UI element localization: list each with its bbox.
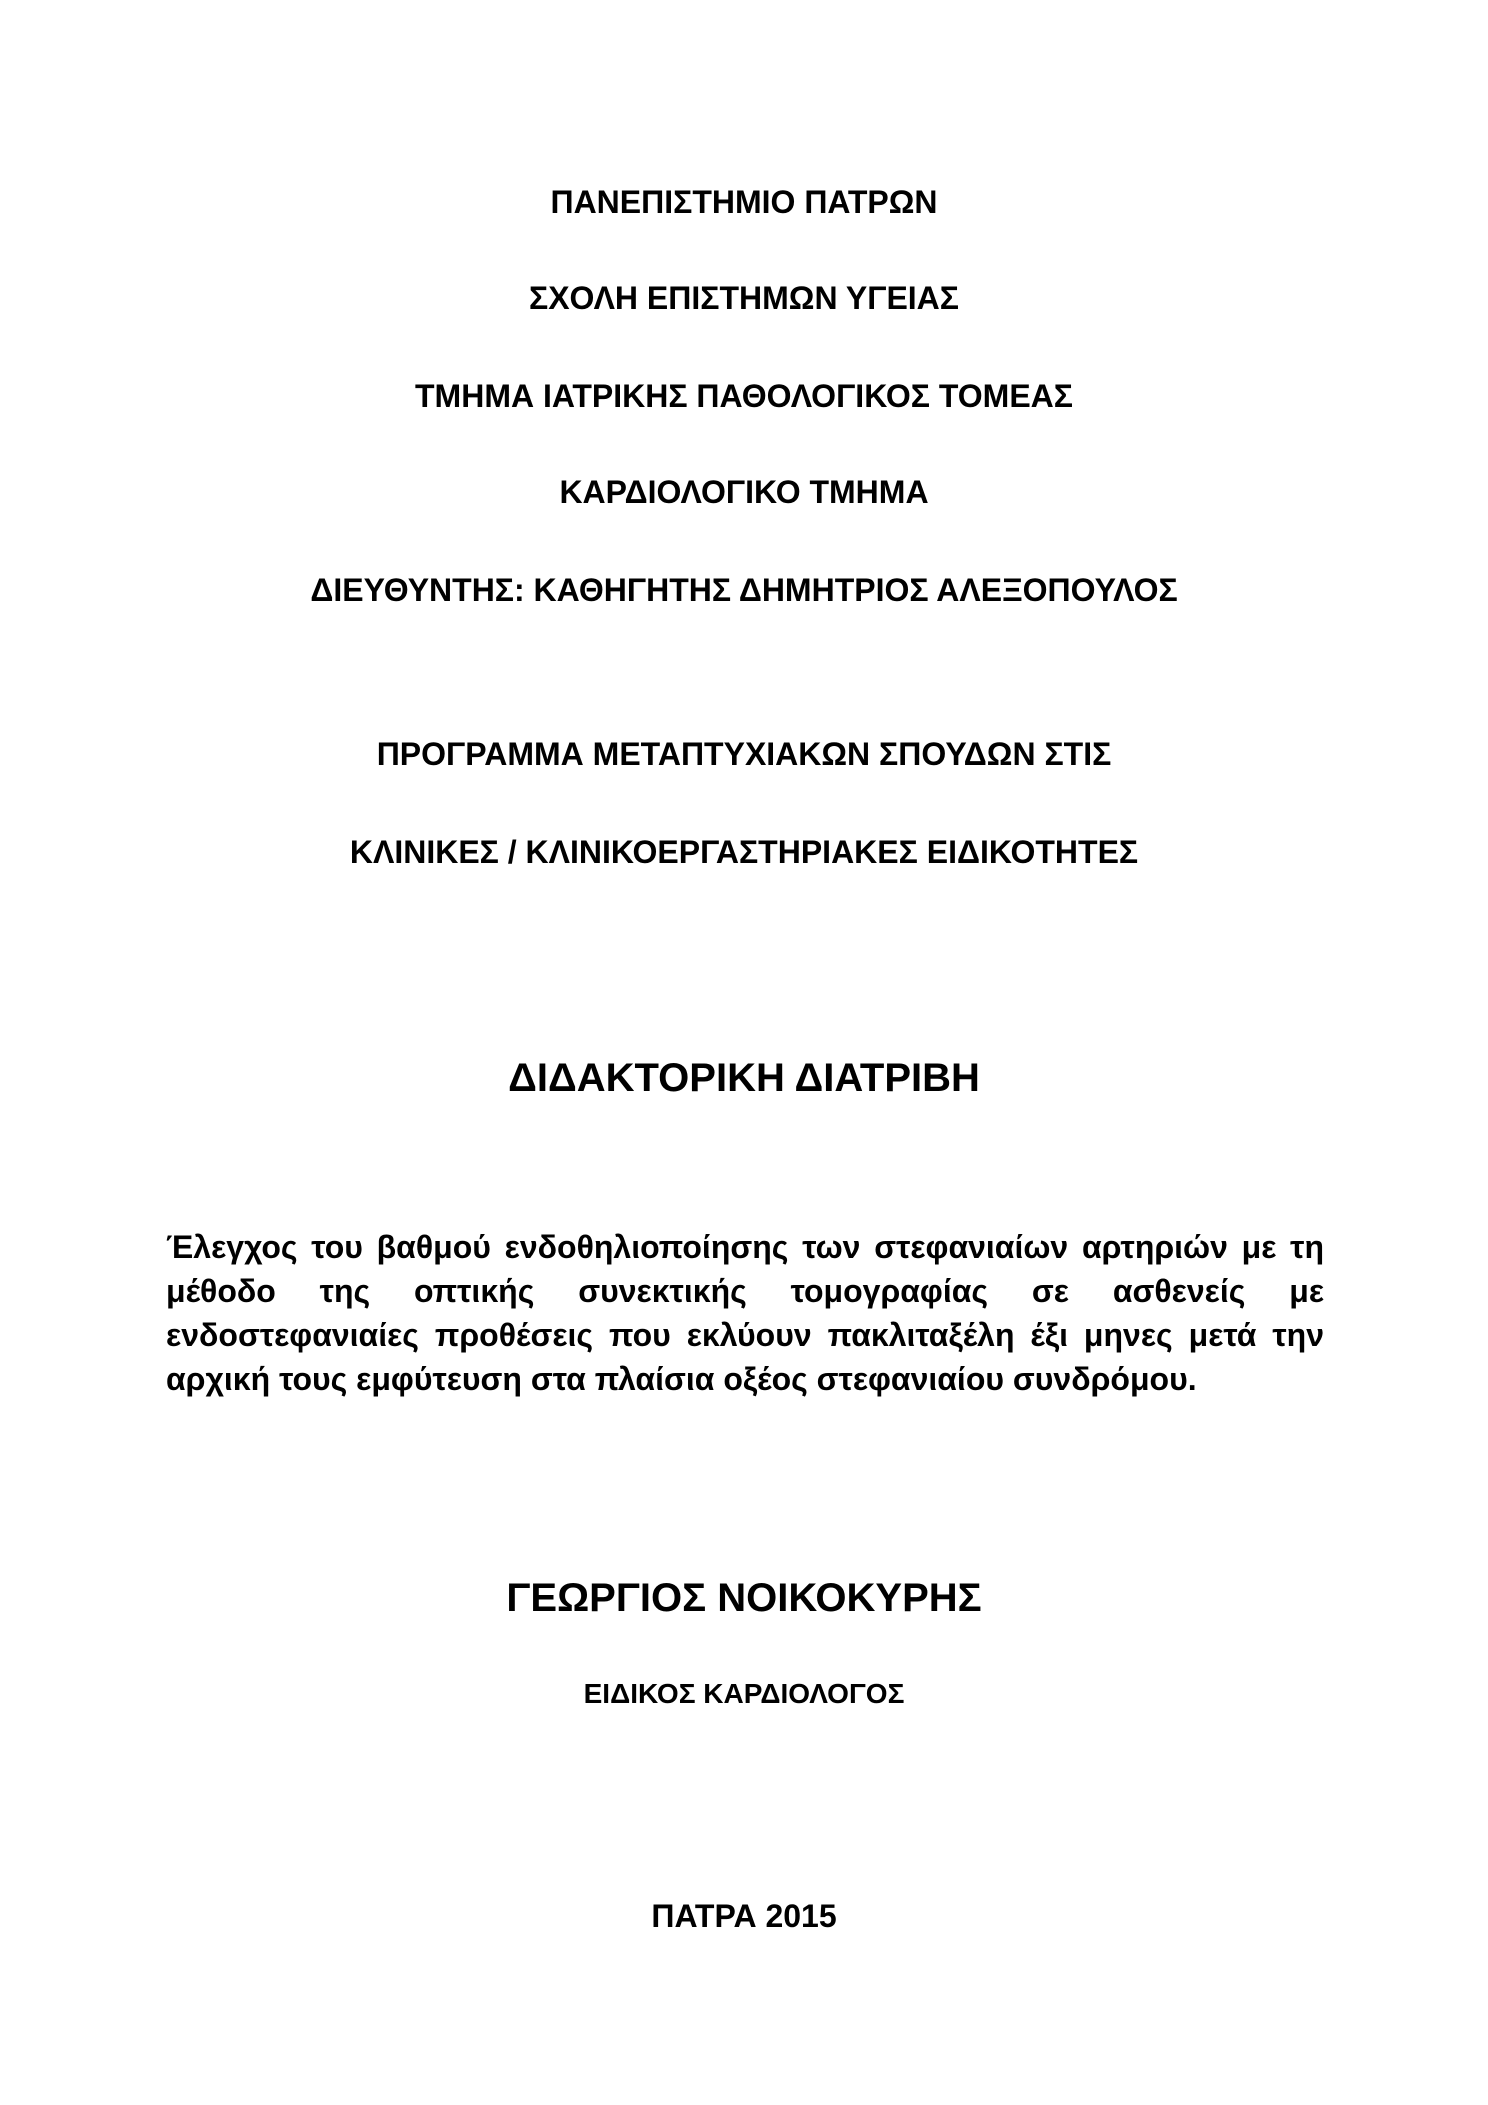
program-line-2: ΚΛΙΝΙΚΕΣ / ΚΛΙΝΙΚΟΕΡΓΑΣΤΗΡΙΑΚΕΣ ΕΙΔΙΚΟΤΗΤΕΣ <box>349 834 1139 870</box>
thesis-title: Έλεγχος του βαθμού ενδοθηλιοποίησης των στεφανιαίων αρτηριών με τη μέθοδο της οπτικής συνεκτικής τομογραφίας σε ασθενείς με ενδοστεφανιαίες προθέσεις που εκλύουν πακλιταξέλη έξι μηνες μετά την αρχική τους εμφύτευση στα πλαίσια οξέος στεφανιαίου συνδρόμου. <box>166 1229 1324 1397</box>
school-name: ΣΧΟΛΗ ΕΠΙΣΤΗΜΩΝ ΥΓΕΙΑΣ <box>529 280 959 316</box>
department-name: ΤΜΗΜΑ ΙΑΤΡΙΚΗΣ ΠΑΘΟΛΟΓΙΚΟΣ ΤΟΜΕΑΣ <box>415 378 1073 414</box>
program-line-1: ΠΡΟΓΡΑΜΜΑ ΜΕΤΑΠΤΥΧΙΑΚΩΝ ΣΠΟΥΔΩΝ ΣΤΙΣ <box>376 736 1112 772</box>
division-name: ΚΑΡΔΙΟΛΟΓΙΚΟ ΤΜΗΜΑ <box>559 474 929 510</box>
place-year: ΠΑΤΡΑ 2015 <box>651 1898 837 1934</box>
document-type: ΔΙΔΑΚΤΟΡΙΚΗ ΔΙΑΤΡΙΒΗ <box>508 1056 980 1100</box>
author-title: ΕΙΔΙΚΟΣ ΚΑΡΔΙΟΛΟΓΟΣ <box>583 1678 905 1709</box>
university-name: ΠΑΝΕΠΙΣΤΗΜΙΟ ΠΑΤΡΩΝ <box>550 184 938 220</box>
author-name: ΓΕΩΡΓΙΟΣ ΝΟΙΚΟΚΥΡΗΣ <box>506 1576 982 1620</box>
director-line: ΔΙΕΥΘΥΝΤΗΣ: ΚΑΘΗΓΗΤΗΣ ΔΗΜΗΤΡΙΟΣ ΑΛΕΞΟΠΟΥΛΟΣ <box>310 572 1178 608</box>
